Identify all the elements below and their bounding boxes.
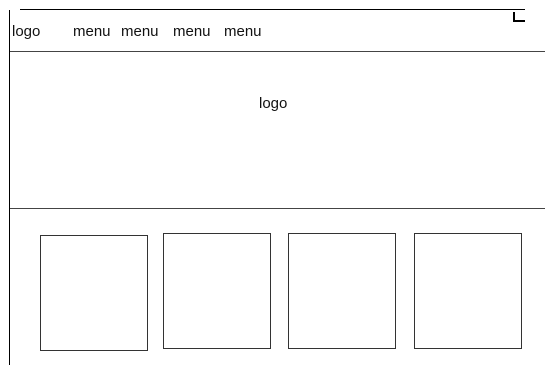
content-card-3[interactable] [288, 233, 396, 349]
nav-menu-item-1[interactable]: menu [73, 23, 111, 40]
nav-menu-item-4[interactable]: menu [224, 23, 262, 40]
hero-logo: logo [259, 95, 288, 112]
nav-menu-item-2[interactable]: menu [121, 23, 159, 40]
content-card-1[interactable] [40, 235, 148, 351]
nav-logo[interactable]: logo [12, 23, 41, 40]
content-card-2[interactable] [163, 233, 271, 349]
top-navigation-bar [10, 10, 545, 52]
nav-menu-item-3[interactable]: menu [173, 23, 211, 40]
content-card-4[interactable] [414, 233, 522, 349]
hero-section [10, 52, 545, 209]
